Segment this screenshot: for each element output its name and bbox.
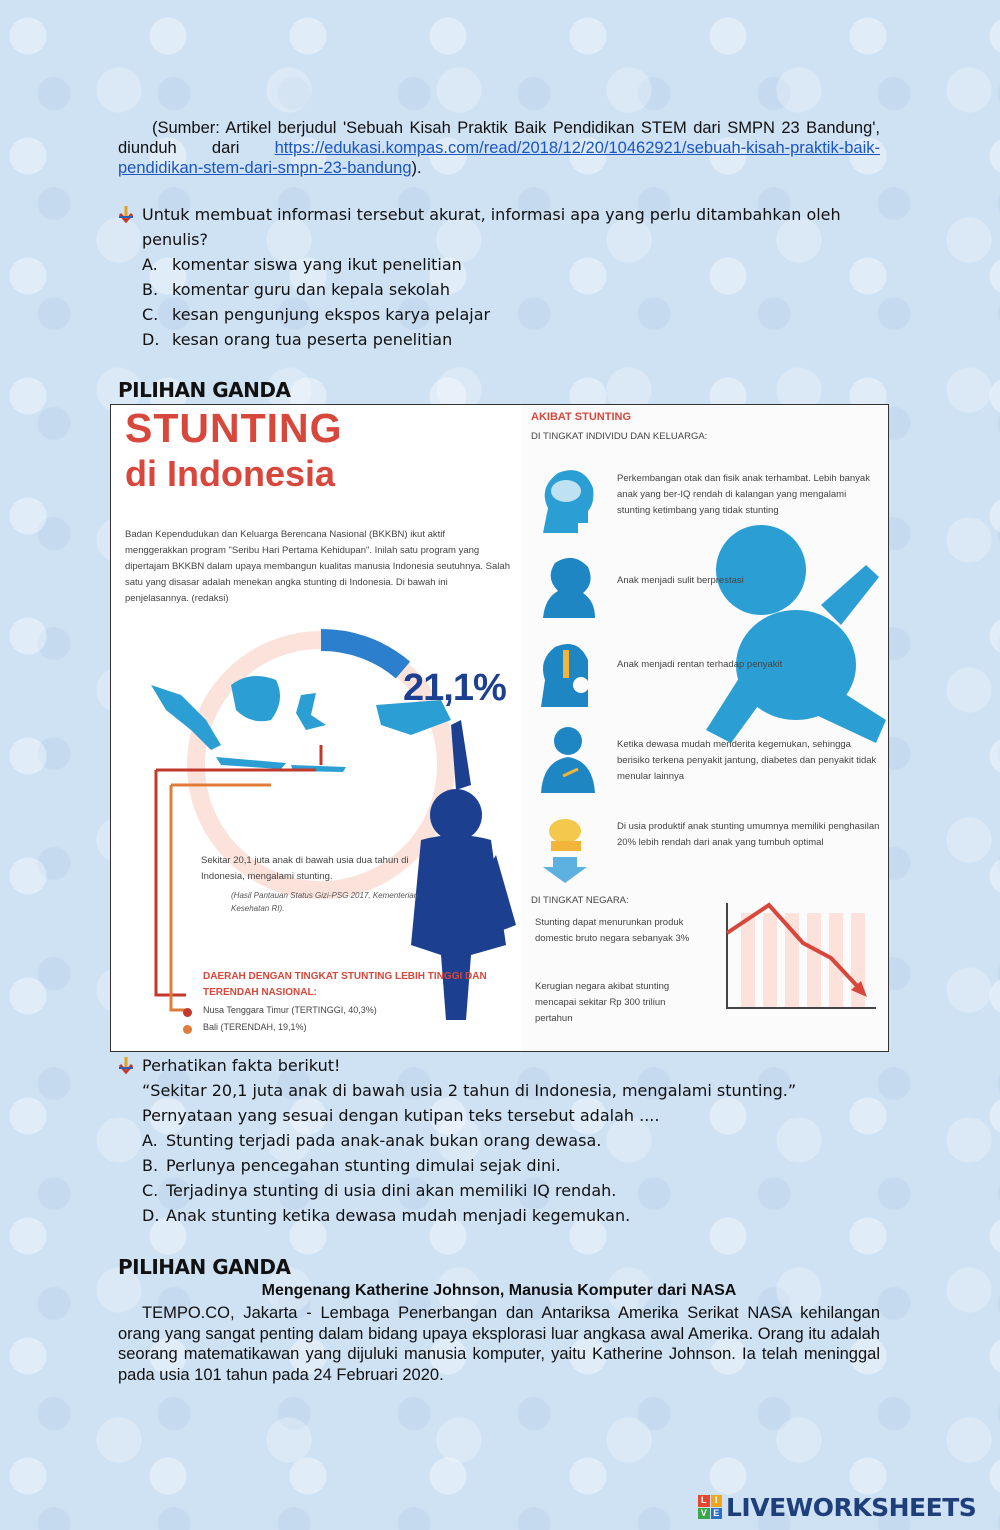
question-2 <box>118 1053 883 1228</box>
brain-head-icon <box>533 463 603 538</box>
logo-badge-icon: L I V E <box>698 1495 722 1519</box>
option-b[interactable]: B. komentar guru dan kepala sekolah <box>142 280 450 299</box>
region-high: Nusa Tenggara Timur (TERTINGGI, 40,3%) <box>203 1005 377 1015</box>
region-heading: DAERAH DENGAN TINGKAT STUNTING LEBIH TINGGI DAN TERENDAH NASIONAL: <box>203 971 487 998</box>
effect-5-text: Di usia produktif anak stunting umumnya memiliki penghasilan 20% lebih rendah dari anak yang tumbuh optimal <box>617 821 880 848</box>
country-text-1: Stunting dapat menurunkan produk domestic bruto negara sebanyak 3% <box>535 917 690 944</box>
java-island <box>216 757 286 769</box>
infographic-subtitle: di Indonesia <box>125 453 336 494</box>
effects-heading: AKIBAT STUNTING <box>531 411 632 423</box>
logo-wordmark: LIVEWORKSHEETS <box>726 1492 977 1522</box>
question-1 <box>118 202 883 352</box>
stunting-infographic <box>110 404 889 1052</box>
adult-figure-icon <box>533 721 603 796</box>
infographic-right-panel <box>521 405 889 1051</box>
sulawesi-island <box>296 693 326 730</box>
sick-child-icon <box>533 635 603 710</box>
option-b[interactable]: B. Perlunya pencegahan stunting dimulai sejak dini. <box>142 1156 561 1175</box>
question-2-prompt: Pernyataan yang sesuai dengan kutipan teks tersebut adalah .... <box>142 1106 660 1125</box>
question-2-quote: “Sekitar 20,1 juta anak di bawah usia 2 tahun di Indonesia, mengalami stunting.” <box>142 1081 797 1100</box>
option-a[interactable]: A. Stunting terjadi pada anak-anak bukan orang dewasa. <box>142 1131 602 1150</box>
source-text: (Sumber: Artikel berjudul 'Sebuah Kisah Praktik Baik Pendidikan STEM dari SMPN 23 Bandung', diunduh dari <box>118 119 880 157</box>
effect-3-text: Anak menjadi rentan terhadap penyakit <box>617 659 783 670</box>
source-end: ). <box>411 159 422 177</box>
infographic-left-panel <box>111 405 521 1051</box>
section-heading-2: PILIHAN GANDA <box>118 1255 291 1279</box>
child-head-icon <box>533 553 603 623</box>
region-dot-high <box>183 1008 192 1017</box>
effect-2-text: Anak menjadi sulit berprestasi <box>617 575 744 586</box>
liveworksheets-logo <box>698 1492 976 1522</box>
article-body: TEMPO.CO, Jakarta - Lembaga Penerbangan dan Antariksa Amerika Serikat NASA kehilangan orang yang sangat penting dalam bidang upaya eksplorasi luar angkasa awal Amerika. Orang itu adalah seorang matematikawan yang dijuluki manusia komputer, yaitu Katherine Johnson. Ia telah meninggal pada usia 101 tahun pada 24 Februari 2020. <box>118 1304 880 1384</box>
caption-source: (Hasil Pantauan Status Gizi-PSG 2017, Kementerian Kesehatan RI). <box>231 891 419 913</box>
percentage-arc <box>321 640 403 670</box>
infographic-intro: Badan Kependudukan dan Keluarga Berencana Nasional (BKKBN) ikut aktif menggerakkan program "Seribu Hari Pertama Kehidupan". Inilah satu program yang dipertajam BKKBN dalam upaya membangun kualitas manusia Indonesia seutuhnya. Salah satu yang disasar adalah menekan angka stunting di Indonesia. Di bawah ini penjelasannya. (redaksi) <box>125 529 510 604</box>
stunting-caption: Sekitar 20,1 juta anak di bawah usia dua tahun di Indonesia, mengalami stunting. <box>201 855 409 882</box>
option-a[interactable]: A. komentar siswa yang ikut penelitian <box>142 255 462 274</box>
question-1-stem: Untuk membuat informasi tersebut akurat, informasi apa yang perlu ditambahkan oleh penulis? <box>142 205 841 249</box>
option-c[interactable]: C. kesan pengunjung ekspos karya pelajar <box>142 305 491 324</box>
country-text-2: Kerugian negara akibat stunting mencapai sekitar Rp 300 triliun pertahun <box>535 981 670 1024</box>
infographic-title: STUNTING <box>125 405 343 451</box>
gdp-decline-chart <box>711 893 881 1013</box>
bullet-arrow-icon <box>118 205 134 223</box>
source-citation <box>118 118 880 178</box>
option-d[interactable]: D. Anak stunting ketika dewasa mudah menjadi kegemukan. <box>142 1206 631 1225</box>
effect-1-text: Perkembangan otak dan fisik anak terhambat. Lebih banyak anak yang ber-IQ rendah di kalangan yang mengalami stunting ketimbang yang tidak stunting <box>617 473 870 516</box>
option-c[interactable]: C. Terjadinya stunting di usia dini akan memiliki IQ rendah. <box>142 1181 617 1200</box>
baby-silhouette <box>701 515 889 755</box>
income-down-icon <box>533 809 603 884</box>
effects-subheading: DI TINGKAT INDIVIDU DAN KELUARGA: <box>531 431 708 442</box>
region-dot-low <box>183 1025 192 1034</box>
option-d[interactable]: D. kesan orang tua peserta penelitian <box>142 330 453 349</box>
bullet-arrow-icon <box>118 1056 134 1074</box>
bali-leader-line <box>171 785 186 1010</box>
section-heading: PILIHAN GANDA <box>118 378 291 402</box>
question-2-stem: Perhatikan fakta berikut! <box>142 1056 341 1075</box>
kalimantan-island <box>231 676 280 721</box>
country-heading: DI TINGKAT NEGARA: <box>531 895 629 906</box>
stunting-percentage: 21,1% <box>403 667 506 709</box>
region-low: Bali (TERENDAH, 19,1%) <box>203 1022 307 1032</box>
effect-4-text: Ketika dewasa mudah menderita kegemukan, sehingga berisiko terkena penyakit jantung, diabetes dan penyakit tidak menular lainnya <box>617 739 877 782</box>
source-link[interactable]: https://edukasi.kompas.com/read/2018/12/20/10462921/sebuah-kisah-praktik-baik-pendidikan-stem-dari-smpn-23-bandung <box>118 139 880 177</box>
article-title: Mengenang Katherine Johnson, Manusia Komputer dari NASA <box>261 1282 737 1299</box>
